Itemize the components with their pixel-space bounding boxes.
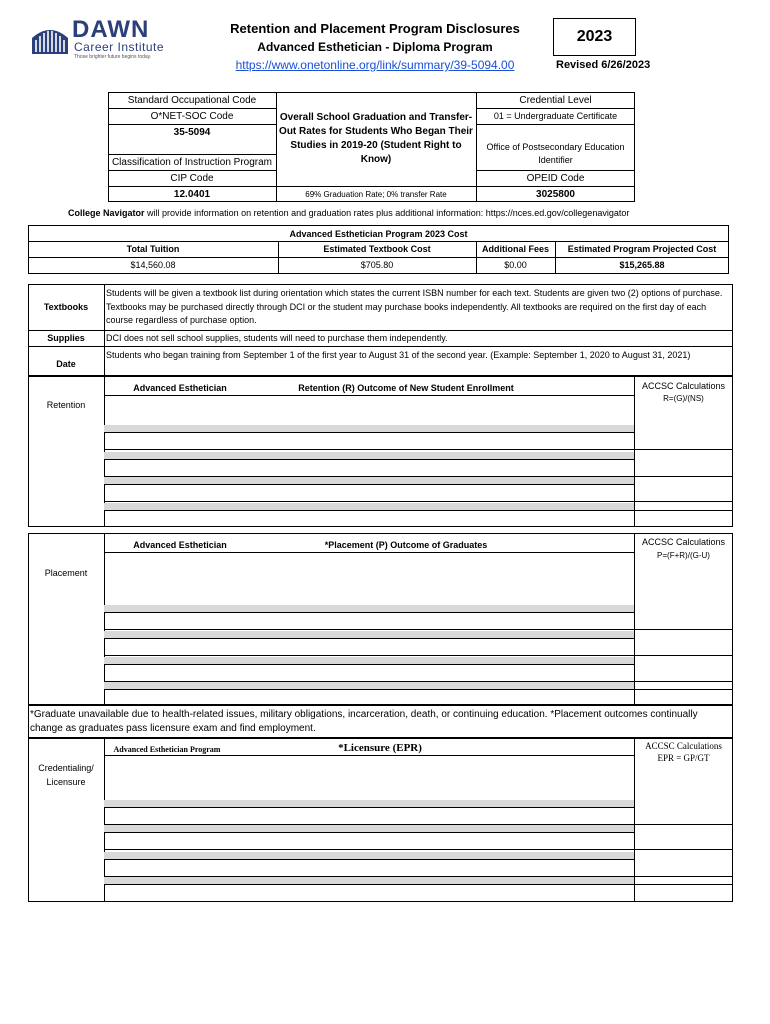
retention-row-band	[104, 452, 634, 459]
credential-label: Credential Level	[519, 95, 592, 106]
placement-table	[28, 533, 733, 705]
retention-row-band	[104, 425, 634, 432]
placement-row-band	[104, 605, 634, 612]
onet-link[interactable]: https://www.onetonline.org/link/summary/39-5094.00	[235, 58, 515, 72]
retention-title: Retention (R) Outcome of New Student Enrollment	[298, 383, 514, 393]
cost-header-tuition: Total Tuition	[126, 244, 180, 254]
year-label: 2023	[576, 28, 613, 45]
supplies-label: Supplies	[47, 333, 85, 343]
page-title: Retention and Placement Program Disclosures	[230, 21, 520, 36]
placement-row-band	[104, 657, 634, 664]
overall-rates-title: Overall School Graduation and Transfer-Out Rates for Students Who Began Their Studies in 2019-20 (Student Right to Know)	[279, 112, 473, 165]
logo-emblem-icon	[30, 18, 70, 58]
cost-header-fees: Additional Fees	[481, 244, 549, 254]
placement-total-band	[104, 682, 634, 689]
opeid-sub: OPEID Code	[526, 173, 585, 184]
soc-label: Standard Occupational Code	[127, 95, 257, 106]
cost-header-textbook: Estimated Textbook Cost	[323, 244, 431, 254]
retention-total-band	[104, 503, 634, 510]
program-subtitle: Advanced Esthetician - Diploma Program	[257, 40, 493, 54]
date-text: Students who began training from September 1 of the first year to August 31 of the second year. (Example: September 1, 2020 to August 31, 2021)	[106, 350, 691, 360]
retention-accsc: ACCSC Calculations	[641, 381, 726, 391]
cip-value: 12.0401	[173, 189, 211, 200]
retention-row-band	[104, 477, 634, 484]
logo	[30, 18, 180, 62]
licensure-formula: EPR = GP/GT	[657, 753, 710, 763]
credential-value: 01 = Undergraduate Certificate	[493, 111, 618, 121]
cost-textbook-value: $705.80	[360, 260, 394, 270]
placement-row-band	[104, 631, 634, 638]
footnote-text: *Graduate unavailable due to health-related issues, military obligations, incarceration, death, or continuing education. *Placement outcomes continually change as graduates pass licensure exam and find employment.	[30, 709, 698, 734]
college-navigator-bold: College Navigator	[68, 208, 145, 218]
textbooks-label: Textbooks	[43, 302, 89, 312]
placement-accsc: ACCSC Calculations	[641, 537, 726, 547]
cip-label: Classification of Instruction Program	[111, 157, 273, 168]
licensure-row-band	[104, 852, 634, 859]
cost-title: Advanced Esthetician Program 2023 Cost	[289, 229, 468, 239]
overall-rates-value: 69% Graduation Rate; 0% transfer Rate	[305, 190, 447, 199]
cost-projected-value: $15,265.88	[619, 260, 665, 270]
textbooks-text: Students will be given a textbook list during orientation which states the current ISBN number for each text. Students are given two (2) options of purchase. Textbooks may be purchased directly through DCI or the student may purchase books independently. All textbooks are required on the first day of each course regardless of purchase option.	[106, 288, 723, 325]
ope-label: Office of Postsecondary Education Identifier	[486, 142, 625, 166]
licensure-side-label: Credentialing/ Licensure	[38, 763, 94, 787]
year-box	[553, 18, 636, 56]
supplies-text: DCI does not sell school supplies, students will need to purchase them independently.	[106, 333, 448, 343]
retention-program: Advanced Esthetician	[133, 383, 227, 393]
placement-title: *Placement (P) Outcome of Graduates	[324, 540, 488, 550]
soc-sub: O*NET-SOC Code	[150, 111, 234, 122]
licensure-row-band	[104, 825, 634, 832]
licensure-accsc: ACCSC Calculations	[645, 741, 722, 751]
date-label: Date	[56, 359, 76, 369]
retention-formula: R=(G)/(NS)	[663, 394, 704, 403]
placement-program: Advanced Esthetician	[133, 540, 227, 550]
college-navigator-text: will provide information on retention and graduation rates plus additional information: https://nces.ed.gov/collegenavigator	[147, 208, 630, 218]
placement-side-label: Placement	[44, 568, 88, 578]
licensure-title: *Licensure (EPR)	[338, 742, 422, 754]
placement-formula: P=(F+R)/(G-U)	[657, 551, 710, 560]
retention-side-label: Retention	[46, 400, 86, 410]
logo-name: DAWN	[72, 16, 150, 43]
licensure-total-band	[104, 877, 634, 884]
logo-sub: Career Institute	[74, 40, 165, 54]
cip-sub: CIP Code	[170, 173, 214, 184]
cost-tuition-value: $14,560.08	[130, 260, 176, 270]
logo-tagline: Those brighter future begins today.	[74, 54, 152, 60]
revised-date: Revised 6/26/2023	[556, 59, 651, 71]
cost-header-projected: Estimated Program Projected Cost	[567, 244, 717, 254]
soc-value: 35-5094	[173, 127, 211, 138]
opeid-value: 3025800	[536, 189, 575, 200]
licensure-program: Advanced Esthetician Program	[113, 745, 221, 754]
licensure-row-band	[104, 800, 634, 807]
college-navigator-note	[68, 208, 629, 218]
cost-fees-value: $0.00	[504, 260, 527, 270]
